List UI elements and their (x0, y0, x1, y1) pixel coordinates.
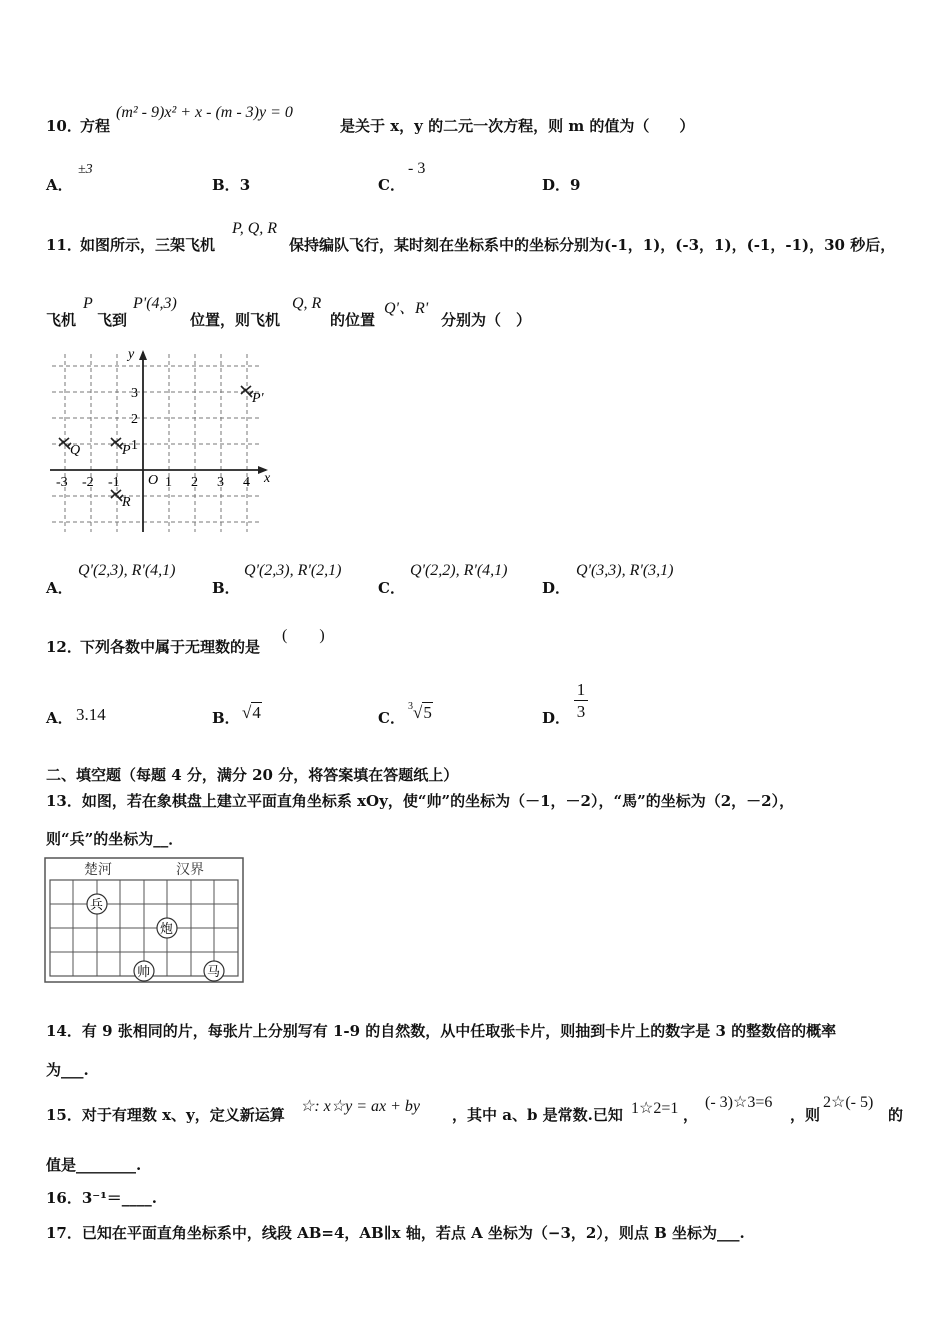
q11-line2-d: 的位置 (330, 311, 376, 329)
q12-option-c-text (0, 4, 1, 5)
q12-option-d-fraction (574, 680, 588, 723)
q15-ask: 2☆(- 5) (823, 1094, 874, 1111)
river-left-label: 楚河 (84, 862, 112, 878)
plane-q (59, 438, 80, 458)
x-axis-label: x (264, 471, 271, 486)
q11-coordinate-figure (44, 346, 284, 536)
x-tick-label: -1 (108, 475, 120, 490)
x-tick-label: 1 (165, 475, 172, 490)
q12-option-b-text (0, 2, 1, 3)
plane-label: R (122, 495, 131, 510)
plane-label: P' (252, 391, 264, 406)
q10-suffix: 是关于 x，y 的二元一次方程，则 m 的值为（ ） (340, 117, 695, 135)
q10-option-b-label: B． (212, 176, 240, 194)
q11-line2-b: 飞到 (97, 311, 128, 329)
q11-line2-c: 位置，则飞机 (190, 311, 281, 329)
q15-comma: ， (683, 1106, 699, 1124)
q12-option-c-index: 3 (408, 701, 413, 713)
q12-option-b-sqrt: √4 (242, 703, 261, 722)
q11-option-a-label: A． (46, 579, 73, 597)
q11-p: P (83, 295, 93, 312)
q12-option-b-radicand: 4 (252, 703, 261, 722)
q11-line1-suffix: 保持编队飞行，某时刻在坐标系中的坐标分别为(-1，1)，(-3，1)，(-1，-1)，30 秒后， (289, 236, 896, 254)
figure-grid (52, 354, 260, 532)
q11-option-a-value: Q'(2,3), R'(4,1) (78, 562, 176, 579)
y-axis-label: y (128, 347, 135, 362)
q11-p-new: P'(4,3) (133, 295, 177, 312)
q12-option-a-label: A． (46, 709, 73, 727)
q12-option-b-label: B． (212, 709, 240, 727)
q10-option-d-value: 9 (570, 176, 581, 194)
q10-option-c (378, 174, 405, 195)
q12-option-c-root: $^3$√5 (408, 701, 432, 722)
figure-axes (50, 352, 266, 532)
x-tick-label: 3 (217, 475, 224, 490)
q11-qr: Q, R (292, 295, 322, 312)
plane-p (111, 438, 131, 458)
q10-option-c-label: C． (378, 176, 405, 194)
q12-option-d-denominator: 3 (576, 702, 586, 721)
river-right-label: 汉界 (176, 862, 204, 878)
q11-option-d-value: Q'(3,3), R'(3,1) (576, 562, 674, 579)
q11-planes: P, Q, R (232, 220, 278, 237)
q11-option-b-label: B． (212, 579, 240, 597)
piece-shuai (134, 961, 154, 981)
q11-qr-new: Q'、R' (384, 300, 429, 317)
y-tick-label: 3 (131, 386, 138, 401)
piece-bing-label: 兵 (90, 898, 104, 913)
piece-pao (157, 918, 177, 938)
q12-paren: ( ) (282, 627, 325, 644)
plane-label: P (122, 443, 131, 458)
y-tick-label: 2 (131, 412, 138, 427)
q10-option-a (46, 174, 73, 195)
y-tick-label: 1 (131, 438, 138, 453)
q11-option-d-label: D． (542, 579, 571, 597)
q12-option-c-radicand: 5 (423, 703, 432, 722)
q12-option-d-text (0, 0, 2, 1)
piece-ma-label: 马 (207, 965, 221, 980)
q10-option-d (542, 174, 580, 195)
q10-option-a-value: ±3 (78, 162, 93, 177)
q10-option-c-value: - 3 (408, 160, 426, 177)
section-two-heading: 二、填空题（每题 4 分，满分 20 分，将答案填在答题纸上） (46, 766, 459, 784)
q12-option-c-label: C． (378, 709, 405, 727)
q15-prefix: 15．对于有理数 x、y，定义新运算 (46, 1106, 285, 1124)
q13-chess-board-figure (44, 856, 246, 986)
x-tick-label: 4 (243, 475, 250, 490)
y-axis-arrow (139, 350, 147, 360)
q15-middle: ，其中 a、b 是常数.已知 (452, 1106, 623, 1124)
q15-line2: 值是________. (46, 1156, 142, 1174)
q11-option-c-value: Q'(2,2), R'(4,1) (410, 562, 508, 579)
q15-given-2: (- 3)☆3=6 (705, 1094, 773, 1111)
q13-line1: 13．如图，若在象棋盘上建立平面直角坐标系 xOy，使“帅”的坐标为（－1，－2），“馬”的坐标为（2，－2）， (46, 792, 795, 810)
origin-label: O (148, 473, 159, 488)
q10-number: 10． (46, 117, 82, 135)
q15-definition: ☆: x☆y = ax + by (300, 1098, 421, 1115)
q14-line2: 为___. (46, 1061, 89, 1079)
q15-suffix: 的 (888, 1106, 904, 1124)
q10-option-d-label: D． (542, 176, 571, 194)
piece-pao-label: 炮 (160, 922, 174, 937)
q12-option-d-label: D． (542, 709, 571, 727)
q17-text: 17．已知在平面直角坐标系中，线段 AB=4，AB∥x 轴，若点 A 坐标为（−3，2），则点 B 坐标为___. (46, 1224, 745, 1242)
q12-text: 下列各数中属于无理数的是 (80, 638, 261, 656)
x-tick-label: 2 (191, 475, 198, 490)
x-tick-label: -2 (82, 475, 94, 490)
y-tick-labels (131, 386, 138, 453)
q11-number: 11． (46, 236, 82, 254)
q10-option-b (212, 174, 250, 195)
q12-number: 12． (46, 638, 82, 656)
q14-line1: 14．有 9 张相同的片，每张片上分别写有 1-9 的自然数，从中任取张卡片，则抽到卡片上的数字是 3 的整数倍的概率 (46, 1022, 837, 1040)
q12-option-d-numerator: 1 (574, 680, 588, 701)
q10-prefix: 方程 (80, 117, 111, 135)
q15-then: ，则 (790, 1106, 821, 1124)
piece-ma (204, 961, 224, 981)
q10-formula: (m² - 9)x² + x - (m - 3)y = 0 (116, 104, 293, 121)
q11-option-c-label: C． (378, 579, 405, 597)
plane-label: Q (70, 443, 81, 458)
q15-given-1: 1☆2=1 (631, 1100, 679, 1117)
q11-line2-e: 分别为（ ） (441, 311, 532, 329)
q13-line2: 则“兵”的坐标为__． (46, 830, 184, 848)
q10-option-b-value: 3 (239, 176, 251, 194)
piece-bing (87, 894, 107, 914)
q11-line1-prefix: 如图所示，三架飞机 (80, 236, 216, 254)
q16-text: 16．3⁻¹＝____. (46, 1189, 158, 1207)
x-tick-label: -3 (56, 475, 68, 490)
q12-option-a-value: 3.14 (76, 705, 106, 724)
q11-option-b-value: Q'(2,3), R'(2,1) (244, 562, 342, 579)
plane-markers (59, 386, 265, 510)
plane-r (111, 490, 131, 510)
piece-shuai-label: 帅 (137, 965, 151, 980)
plane-p-prime (241, 386, 265, 406)
q10-option-a-label: A． (46, 176, 73, 194)
q11-line2-a: 飞机 (46, 311, 77, 329)
